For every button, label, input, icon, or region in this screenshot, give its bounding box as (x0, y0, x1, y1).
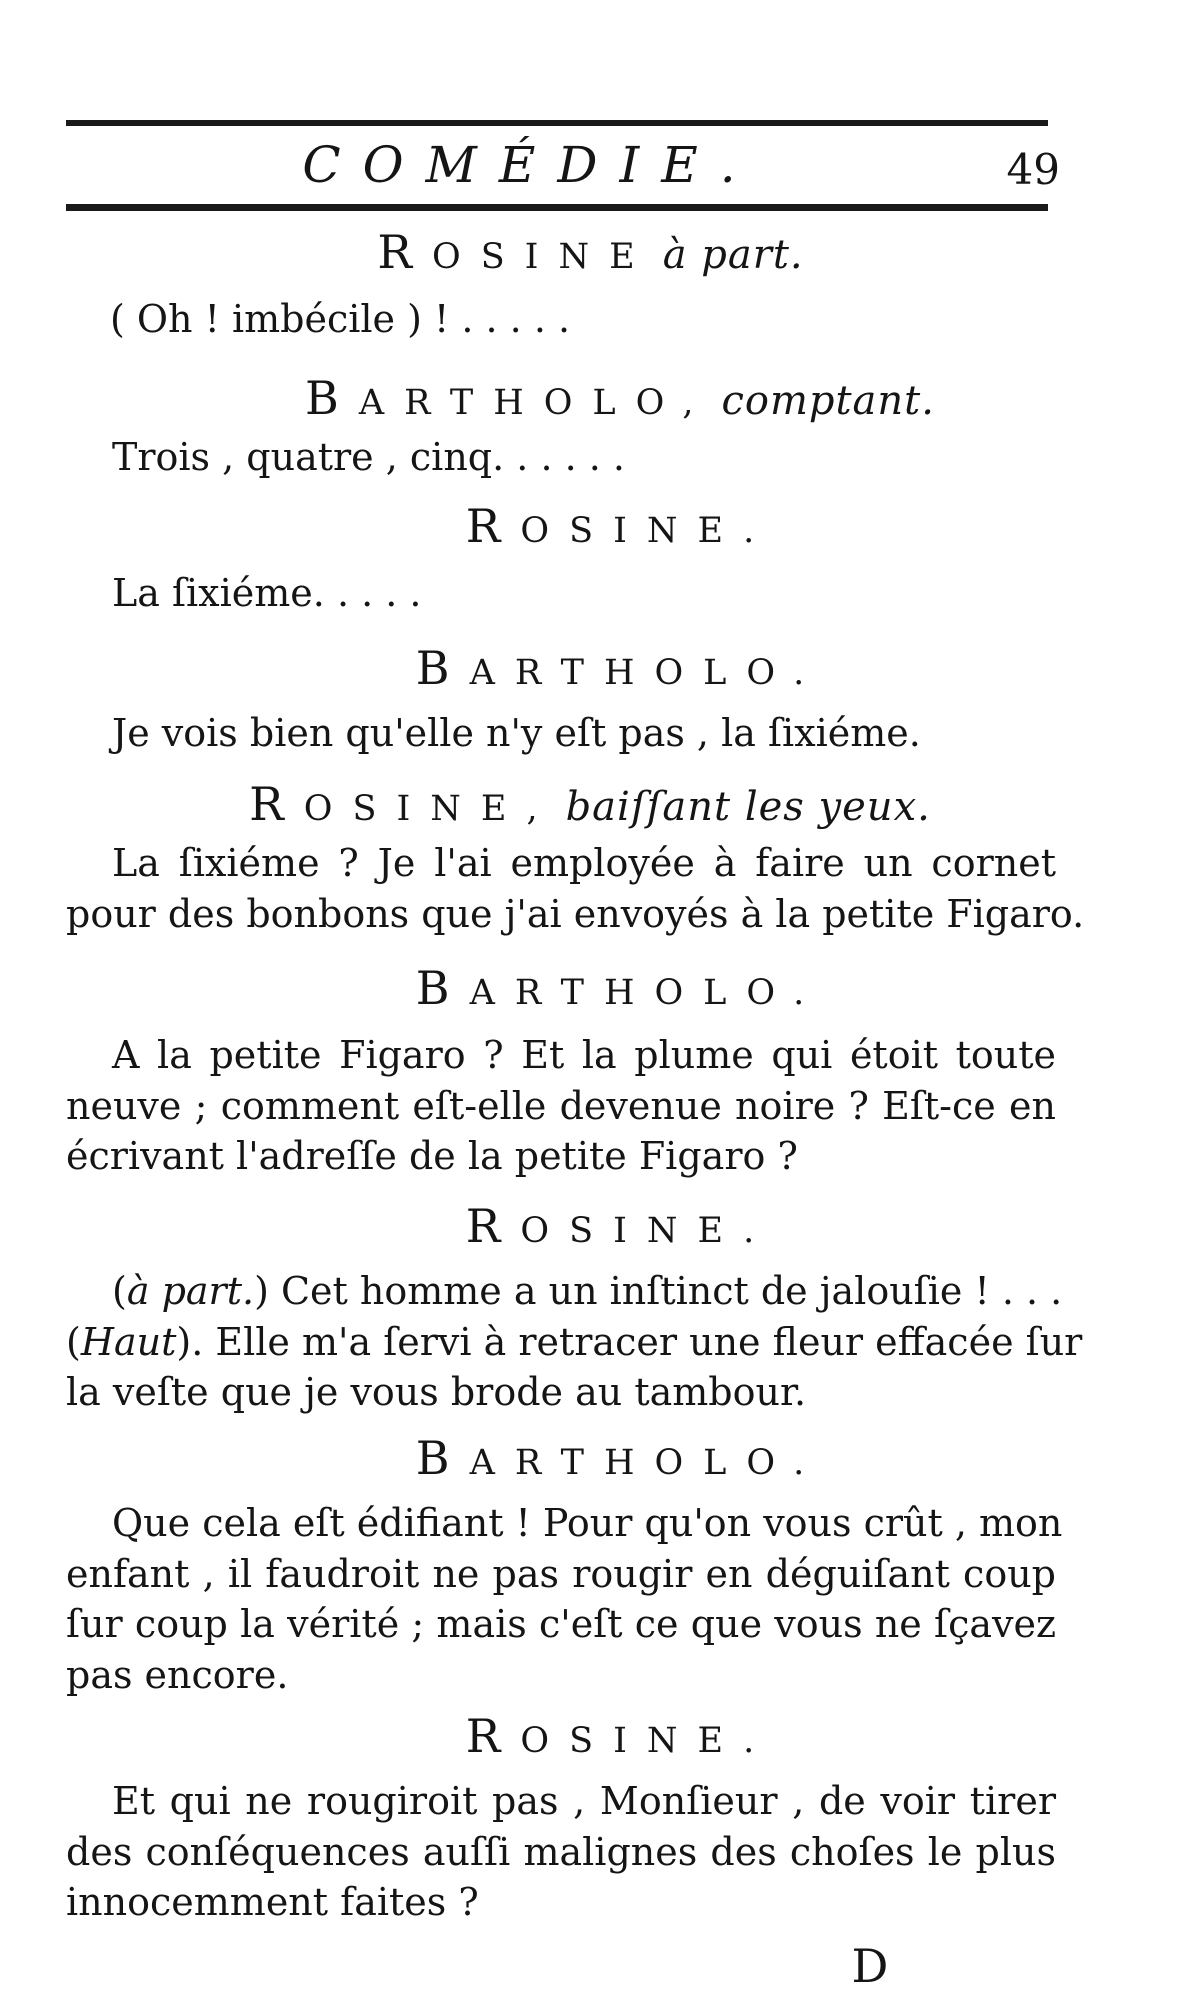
running-title: COMÉDIE. (302, 136, 758, 194)
dialogue-line: ( Oh ! imbécile ) ! . . . . . (110, 297, 571, 341)
dialogue-line: neuve ; comment eſt-elle devenue noire ? Eſt-ce en (66, 1083, 1056, 1128)
speaker-heading (120, 962, 1120, 1019)
dialogue-line: Trois , quatre , cinq. . . . . . (112, 435, 625, 479)
speaker-name: BARTHOLO. (415, 961, 825, 1015)
stage-direction: baiſſant les yeux. (565, 784, 931, 830)
speaker-name: ROSINE. (465, 1199, 775, 1253)
dialogue-text: Cet homme a un inſtinct de jalouſie ! . . . (268, 1269, 1063, 1313)
dialogue-line: pas encore. (66, 1653, 289, 1698)
dialogue-block (66, 838, 1085, 939)
dialogue-line: ſur coup la vérité ; mais c'eſt ce que vous ne ſçavez (66, 1602, 1056, 1647)
speaker-name: ROSINE. (465, 499, 775, 553)
dialogue-block (66, 1498, 1063, 1701)
dialogue-line: Que cela eſt édifiant ! Pour qu'on vous crût , mon (112, 1501, 1063, 1545)
dialogue-line: la veſte que je vous brode au tambour. (66, 1370, 807, 1415)
speaker-name: BARTHOLO, (305, 371, 714, 425)
speaker-name: ROSINE, (249, 777, 558, 831)
dialogue-block (110, 294, 1050, 345)
header-rule-top (66, 120, 1048, 126)
speaker-heading (0, 226, 1181, 283)
dialogue-block (66, 1266, 1083, 1418)
dialogue-block (66, 1776, 1056, 1928)
dialogue-block (112, 432, 1052, 483)
dialogue-line: des conſéquences auſſi malignes des choſes le plus (66, 1829, 1056, 1874)
speaker-name: ROSINE (377, 225, 655, 279)
dialogue-line: La ſixiéme. . . . . (112, 571, 422, 615)
stage-direction: comptant. (721, 378, 935, 424)
speaker-name: BARTHOLO. (415, 641, 825, 695)
bracket: ( (112, 1269, 127, 1313)
speaker-heading (60, 778, 1120, 835)
speaker-heading (120, 1710, 1120, 1767)
stage-direction: Haut (80, 1319, 177, 1364)
stage-direction: à part. (126, 1269, 255, 1313)
dialogue-line: Je vois bien qu'elle n'y eſt pas , la ſixiéme. (112, 711, 921, 755)
speaker-heading (120, 500, 1120, 557)
bracket: ). (176, 1319, 204, 1364)
speaker-heading (120, 1432, 1120, 1489)
bracket: ) (254, 1269, 269, 1313)
speaker-heading (120, 642, 1120, 699)
dialogue-line: enfant , il faudroit ne pas rougir en déguiſant coup (66, 1551, 1056, 1596)
dialogue-block (112, 568, 1052, 619)
page-number: 49 (1006, 145, 1060, 194)
dialogue-block (66, 1030, 1056, 1182)
signature-mark: D (851, 1939, 889, 1993)
speaker-heading (120, 1200, 1120, 1257)
bracket: ( (66, 1319, 81, 1364)
dialogue-block (112, 708, 1052, 759)
dialogue-text: Elle m'a ſervi à retracer une fleur effacée ſur (203, 1319, 1083, 1364)
dialogue-line: La ſixiéme ? Je l'ai employée à faire un cornet (112, 841, 1056, 885)
dialogue-line: Et qui ne rougiroit pas , Monſieur , de voir tirer (112, 1779, 1056, 1823)
stage-direction: à part. (662, 232, 804, 278)
dialogue-line: innocemment faites ? (66, 1880, 479, 1925)
dialogue-line (66, 1317, 1083, 1368)
dialogue-line (66, 1266, 1063, 1317)
speaker-name: BARTHOLO. (415, 1431, 825, 1485)
dialogue-line: pour des bonbons que j'ai envoyés à la petite Figaro. (66, 891, 1085, 936)
dialogue-line: A la petite Figaro ? Et la plume qui étoit toute (112, 1033, 1056, 1077)
speaker-heading (120, 372, 1120, 429)
speaker-name: ROSINE. (465, 1709, 775, 1763)
dialogue-line: écrivant l'adreſſe de la petite Figaro ? (66, 1134, 798, 1179)
header-rule-bottom (66, 204, 1048, 211)
